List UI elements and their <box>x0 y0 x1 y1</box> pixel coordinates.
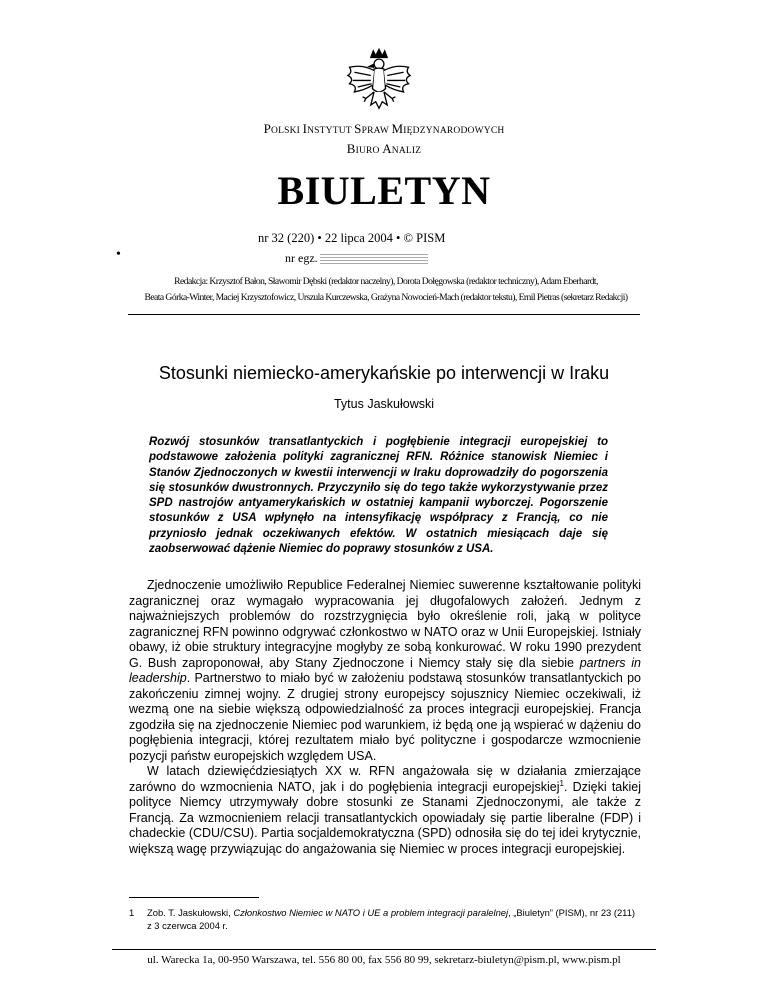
header-divider <box>128 314 640 315</box>
editorial-line-2: Beata Górka-Winter, Maciej Krzysztofowicz, Urszula Kurczewska, Grażyna Nowocień-Mach (redaktor tekstu), Ernil Pietras (sekretarz Redakcji) <box>144 292 628 303</box>
bulletin-title: BIULETYN <box>277 168 491 213</box>
copy-number <box>285 250 428 266</box>
editorial-board <box>112 274 660 306</box>
footer-divider <box>112 949 656 950</box>
footnote-text: Zob. T. Jaskułowski, Członkostwo Niemiec w NATO i UE a problem integracji paralelnej, „Biuletyn” (PISM), nr 23 (211) z 3 czerwca 2004 r. <box>147 907 636 931</box>
footnote-number: 1 <box>129 907 135 918</box>
article-body <box>129 578 641 857</box>
footnote <box>129 906 641 932</box>
article-title: Stosunki niemiecko-amerykańskie po interwencji w Iraku <box>158 363 610 383</box>
bullet-mark: • <box>116 247 121 262</box>
institute-header <box>0 120 768 160</box>
copy-number-field <box>320 252 428 266</box>
polish-eagle-emblem-icon <box>338 46 420 128</box>
office-name: BIURO ANALIZ <box>346 141 422 156</box>
issue-line: nr 32 (220) • 22 lipca 2004 • © PISM <box>258 231 446 245</box>
copy-number-label: nr egz. <box>285 251 318 265</box>
editorial-line-1: Redakcja: Krzysztof Bałon, Sławomir Dębski (redaktor naczelny), Dorota Dołęgowska (redaktor techniczny), Adam Eberhardt, <box>174 276 598 287</box>
footer-address: ul. Warecka 1a, 00-950 Warszawa, tel. 556 80 00, fax 556 80 99, sekretarz-biuletyn@pism.pl, www.pism.pl <box>147 954 621 966</box>
footnote-divider <box>129 897 259 898</box>
institute-name: POLSKI INSTYTUT SPRAW MIĘDZYNARODOWYCH <box>263 121 505 136</box>
article-author: Tytus Jaskułowski <box>333 397 435 411</box>
body-paragraph-1: Zjednoczenie umożliwiło Republice Federalnej Niemiec suwerenne kształtowanie polityki zagranicznej oraz wymagało wypracowania jej długofalowych założeń. Jednym z najważniejszych problemów do rozstrzygnięcia było określenie roli, jaką w polityce zagranicznej RFN powinno odgrywać członkostwo w NATO oraz w Unii Europejskiej. Istniały obawy, iż obie struktury integracyjne mogłyby ze sobą konkurować. W roku 1990 prezydent G. Bush zaproponował, aby Stany Zjednoczone i Niemcy stały się dla siebie partners in leadership. Partnerstwo to miało być w założeniu podstawą stosunków transatlantyckich po zakończeniu zimnej wojny. Z drugiej strony europejscy sojusznicy Niemiec oczekiwali, iż wezmą one na siebie większą odpowiedzialność za proces integracji europejskiej. Francja zgodziła się na zjednoczenie Niemiec pod warunkiem, iż będą one ją wspierać w dążeniu do pogłębienia integracji, której rezultatem miało być polityczne i gospodarcze wzmocnienie pozycji państw europejskich względem USA. <box>129 578 641 763</box>
footnote-ref: 1 <box>559 778 564 788</box>
article-abstract: Rozwój stosunków transatlantyckich i pogłębienie integracji europejskiej to podstawowe założenia polityki zagranicznej RFN. Różnice stanowisk Niemiec i Stanów Zjednoczonych w kwestii interwencji w Iraku doprowadziły do pogorszenia się stosunków dwustronnych. Przyczyniło się do tego także wykorzystywanie przez SPD nastrojów antyamerykańskich w ostatniej kampanii wyborczej. Pogorszenie stosunków z USA wpłynęło na intensyfikację współpracy z Francją, co nie przyniosło jednak oczekiwanych efektów. W ostatnich miesiącach daje się zaobserwować dążenie Niemiec do poprawy stosunków z USA. <box>149 436 608 556</box>
body-paragraph-2: W latach dziewięćdziesiątych XX w. RFN angażowała się w działania zmierzające zarówno do wzmocnienia NATO, jak i do pogłębienia integracji europejskiej$^1$. Dzięki takiej polityce Niemcy utrzymywały dobre stosunki ze Stanami Zjednoczonymi, ale także z Francją. Za wzmocnieniem relacji transatlantyckich opowiadały się partie liberalne (FDP) i chadeckie (CDU/CSU). Partia socjaldemokratyczna (SPD) odnosiła się do tej idei krytycznie, większą wagę przywiązując do angażowania się Niemiec w proces integracji europejskiej. <box>129 764 641 856</box>
